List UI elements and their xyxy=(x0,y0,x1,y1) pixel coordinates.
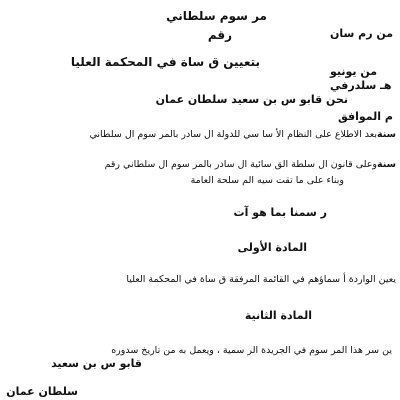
decree-title: مر سوم سلطاني xyxy=(166,9,267,23)
recital-1-marker: سنة xyxy=(377,129,396,140)
article-1-heading: المادة الأولى xyxy=(237,241,307,254)
article-1-text: يعين الواردة أ سماؤهم في القائمة المرفقة ق ساة في المحكمة العليا xyxy=(126,274,396,285)
recital-2-text: وعلى قانون ال سلطة الق سائية ال سادر بالمر سوم ال سلطاني رقم xyxy=(104,159,378,170)
issuer-line: نحن قابو س بن سعيد سلطان عمان xyxy=(155,93,348,106)
signature-name: قابو س بن سعيد xyxy=(51,357,142,370)
article-2-text: ين سر هذا المر سوم في الجريدة الر سمية ، ويعمل به من تاريخ سدوره xyxy=(111,345,392,356)
agreed-note: م الموافق xyxy=(338,110,393,123)
recital-3: وبناء على ما تقت سيه الم سلحة العامة xyxy=(190,175,344,186)
article-2-heading: المادة الثانية xyxy=(244,309,312,322)
recital-2 xyxy=(105,160,396,170)
decree-subject: بتعيين ق ساة في المحكمة العليا xyxy=(70,55,260,69)
date-line-hijri: هـ سلدرفي xyxy=(330,79,392,92)
signature-title: سلطان عمان xyxy=(6,385,78,398)
decree-phrase: ر سمنا بما هو آت xyxy=(233,206,327,219)
decree-number-note: من رم سان xyxy=(330,27,394,40)
decree-number-label: رقم xyxy=(207,28,232,42)
recital-2-marker: سنة xyxy=(377,159,396,170)
recital-1-text: بعد الاطلاع على النظام الأ سا سي للدولة ال سادر بالمر سوم ال سلطاني xyxy=(89,129,378,140)
recital-1 xyxy=(89,130,396,140)
date-line-month: من يونيو xyxy=(330,65,378,78)
